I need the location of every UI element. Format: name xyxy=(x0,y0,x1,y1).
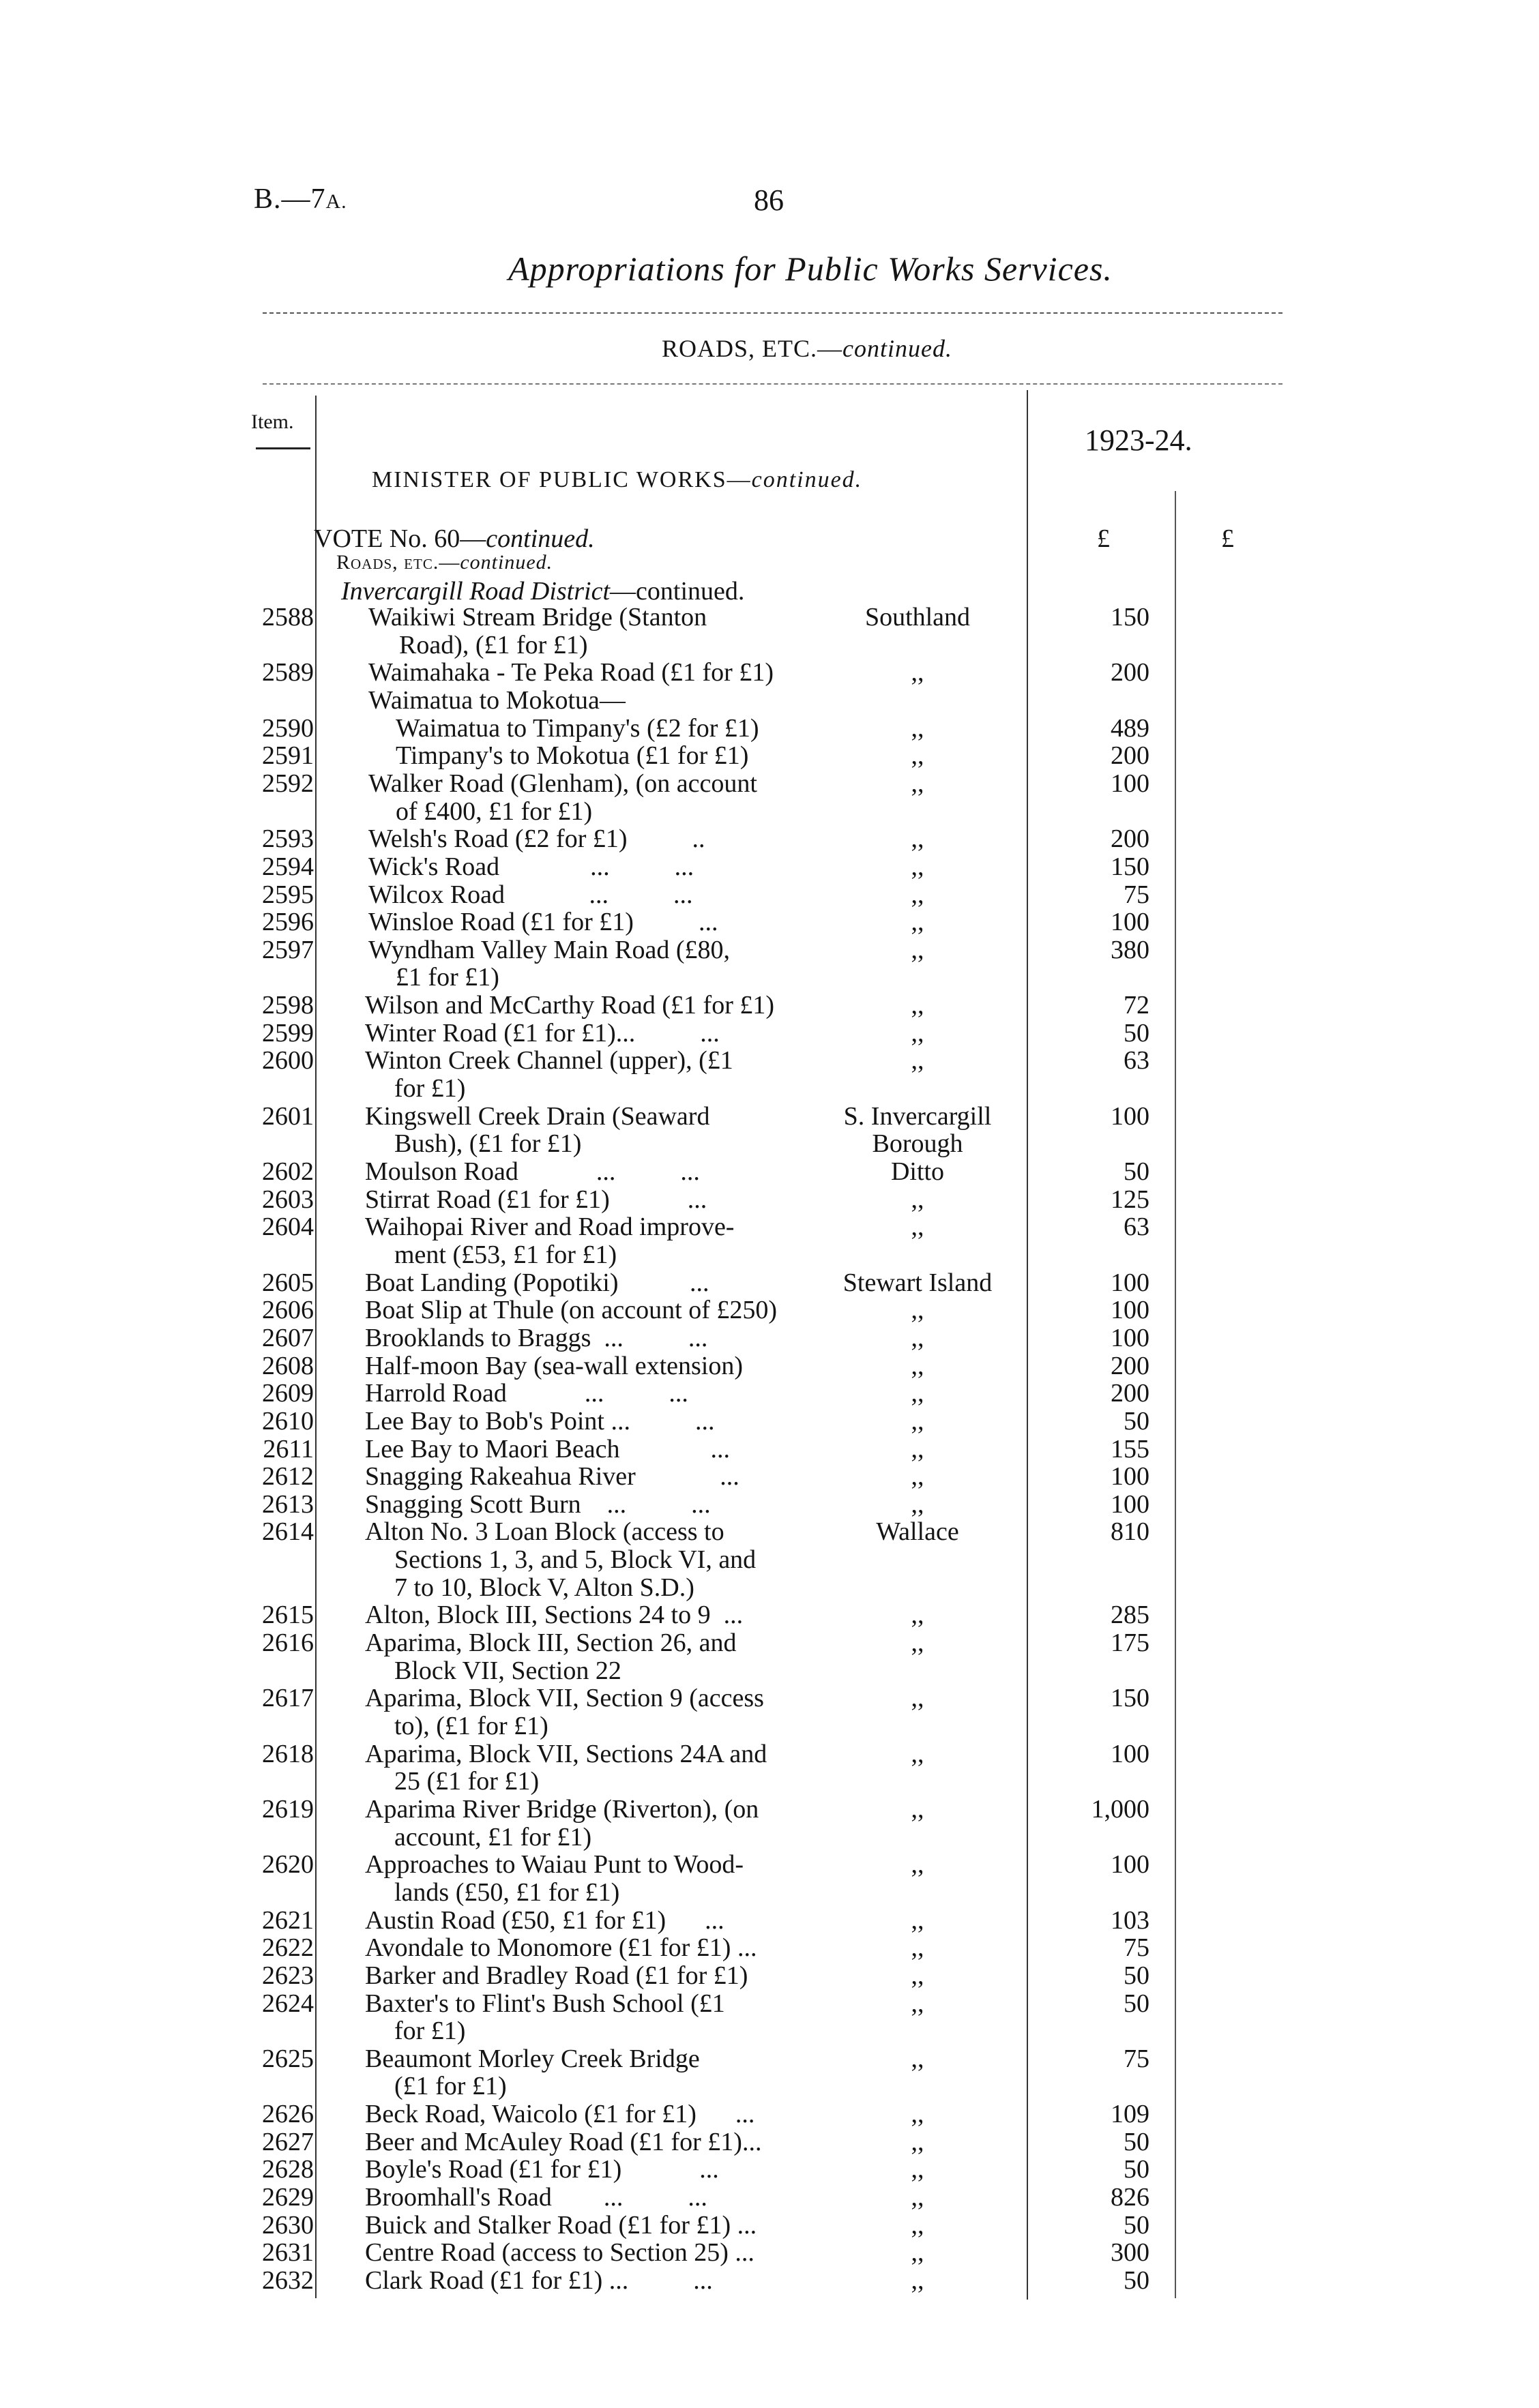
item-number: 2625 xyxy=(262,2044,314,2073)
item-description: Lee Bay to Bob's Point ... ... xyxy=(365,1406,715,1436)
item-description: Beaumont Morley Creek Bridge xyxy=(365,2044,700,2073)
table-row xyxy=(0,1990,1539,2017)
table-row xyxy=(0,1463,1539,1490)
amount-value: 380 xyxy=(1111,935,1149,964)
district-name: ,, xyxy=(911,935,924,964)
table-row xyxy=(0,1158,1539,1185)
item-number: 2617 xyxy=(262,1684,314,1713)
item-description: Bush), (£1 for £1) xyxy=(394,1129,582,1159)
amount-value: 175 xyxy=(1111,1629,1149,1658)
item-description: Stirrat Road (£1 for £1) ... xyxy=(365,1185,707,1214)
district-name: ,, xyxy=(911,880,924,909)
roads-subheading: Roads, etc.—continued. xyxy=(336,551,553,574)
item-description: Road), (£1 for £1) xyxy=(399,630,588,659)
item-number: 2598 xyxy=(262,991,314,1020)
title-rule xyxy=(263,312,1282,314)
item-number: 2630 xyxy=(262,2210,314,2240)
table-row xyxy=(0,2045,1539,2072)
district-name: ,, xyxy=(911,1434,924,1463)
item-description: Winter Road (£1 for £1)... ... xyxy=(365,1018,720,1047)
amount-value: 200 xyxy=(1111,1379,1149,1408)
table-row xyxy=(0,1768,1539,1795)
district-name: ,, xyxy=(911,1961,924,1990)
pound-symbol-column-1: £ xyxy=(1097,524,1110,553)
item-number: 2618 xyxy=(262,1739,314,1768)
item-description: for £1) xyxy=(394,2017,466,2046)
amount-value: 103 xyxy=(1111,1905,1149,1935)
item-description: to), (£1 for £1) xyxy=(394,1712,548,1740)
district-name: ,, xyxy=(911,658,924,687)
amount-value: 125 xyxy=(1111,1185,1149,1214)
item-description: Snagging Scott Burn ... ... xyxy=(365,1489,711,1519)
item-description: Avondale to Monomore (£1 for £1) ... xyxy=(365,1933,757,1963)
item-description: Waimatua to Mokotua— xyxy=(368,685,626,715)
amount-value: 200 xyxy=(1111,824,1149,854)
amount-value: 150 xyxy=(1111,852,1149,881)
district-name: ,, xyxy=(911,1185,924,1214)
document-reference-suffix: A. xyxy=(325,190,347,213)
amount-value: 200 xyxy=(1111,741,1149,771)
item-description: of £400, £1 for £1) xyxy=(396,797,593,826)
district-name: Borough xyxy=(872,1129,963,1159)
district-name: S. Invercargill xyxy=(843,1101,992,1131)
item-description: Boyle's Road (£1 for £1) ... xyxy=(365,2155,719,2184)
item-description: Boat Slip at Thule (on account of £250) xyxy=(365,1296,778,1325)
amount-value: 50 xyxy=(1124,1989,1149,2018)
vote-heading: VOTE No. 60—continued. xyxy=(314,524,595,553)
table-row xyxy=(0,825,1539,852)
amount-value: 100 xyxy=(1111,1296,1149,1325)
table-row xyxy=(0,1380,1539,1407)
page-title: Appropriations for Public Works Services. xyxy=(508,250,1113,288)
district-name: ,, xyxy=(911,1296,924,1325)
table-row xyxy=(0,1269,1539,1296)
section-title: ROADS, ETC.—continued. xyxy=(662,335,952,362)
amount-value: 50 xyxy=(1124,2155,1149,2184)
item-description: lands (£50, £1 for £1) xyxy=(394,1877,620,1907)
district-name: ,, xyxy=(911,1794,924,1824)
item-description: Centre Road (access to Section 25) ... xyxy=(365,2238,754,2268)
table-row xyxy=(0,798,1539,825)
item-description: Winton Creek Channel (upper), (£1 xyxy=(365,1046,733,1075)
item-description: Waimahaka - Te Peka Road (£1 for £1) xyxy=(368,658,774,687)
roads-continued: continued. xyxy=(460,551,553,574)
section-rule xyxy=(263,383,1282,385)
amount-value: 150 xyxy=(1111,1684,1149,1713)
item-description: for £1) xyxy=(394,1074,466,1103)
item-description: Block VII, Section 22 xyxy=(394,1656,621,1685)
item-number: 2623 xyxy=(262,1961,314,1990)
table-row xyxy=(0,1907,1539,1934)
district-name: ,, xyxy=(911,2044,924,2073)
district-name: ,, xyxy=(911,2183,924,2212)
district-name: ,, xyxy=(911,908,924,937)
district-name: ,, xyxy=(911,2266,924,2295)
item-description: account, £1 for £1) xyxy=(394,1822,592,1852)
item-number: 2605 xyxy=(262,1268,314,1297)
table-row xyxy=(0,1491,1539,1518)
table-row xyxy=(0,687,1539,714)
item-number: 2614 xyxy=(262,1517,314,1547)
amount-value: 150 xyxy=(1111,603,1149,631)
district-name: Southland xyxy=(864,603,971,631)
item-description: Aparima River Bridge (Riverton), (on xyxy=(365,1794,759,1824)
table-row xyxy=(0,1075,1539,1102)
minister-heading: MINISTER OF PUBLIC WORKS—continued. xyxy=(372,467,863,492)
item-description: Buick and Stalker Road (£1 for £1) ... xyxy=(365,2210,757,2240)
amount-value: 100 xyxy=(1111,1323,1149,1352)
amount-value: 826 xyxy=(1111,2183,1149,2212)
amount-value: 100 xyxy=(1111,769,1149,798)
table-row xyxy=(0,1241,1539,1268)
item-number: 2597 xyxy=(262,935,314,964)
district-name: ,, xyxy=(911,1351,924,1380)
district-name: ,, xyxy=(911,1601,924,1630)
district-name: ,, xyxy=(911,1046,924,1075)
item-number: 2632 xyxy=(262,2266,314,2295)
table-row xyxy=(0,1851,1539,1878)
item-description: 7 to 10, Block V, Alton S.D.) xyxy=(394,1573,694,1602)
item-description: Waikiwi Stream Bridge (Stanton xyxy=(368,603,707,631)
item-description: Brooklands to Braggs ... ... xyxy=(365,1323,708,1352)
table-row xyxy=(0,908,1539,936)
table-row xyxy=(0,715,1539,742)
table-row xyxy=(0,770,1539,797)
item-description: Beck Road, Waicolo (£1 for £1) ... xyxy=(365,2100,755,2129)
district-name: ,, xyxy=(911,991,924,1020)
table-row xyxy=(0,1574,1539,1601)
item-number: 2608 xyxy=(262,1351,314,1380)
item-description: Alton, Block III, Sections 24 to 9 ... xyxy=(365,1601,744,1630)
item-description: Wick's Road ... ... xyxy=(368,852,694,881)
document-reference: B.—7A. xyxy=(254,183,347,215)
item-number: 2615 xyxy=(262,1601,314,1630)
pound-symbol-column-2: £ xyxy=(1221,524,1234,553)
table-row xyxy=(0,1824,1539,1851)
amount-value: 200 xyxy=(1111,1351,1149,1380)
amount-value: 50 xyxy=(1124,1406,1149,1436)
item-description: Approaches to Waiau Punt to Wood- xyxy=(365,1850,744,1879)
item-number: 2589 xyxy=(262,658,314,687)
item-number: 2602 xyxy=(262,1157,314,1186)
amount-value: 63 xyxy=(1124,1213,1149,1242)
table-row xyxy=(0,2156,1539,2183)
district-name: ,, xyxy=(911,1462,924,1491)
item-description: (£1 for £1) xyxy=(394,2072,507,2101)
amount-value: 155 xyxy=(1111,1434,1149,1463)
amount-value: 1,000 xyxy=(1091,1794,1149,1824)
amount-value: 50 xyxy=(1124,2127,1149,2156)
amount-value: 810 xyxy=(1111,1517,1149,1547)
table-row xyxy=(0,1796,1539,1823)
item-number: 2626 xyxy=(262,2100,314,2129)
table-row xyxy=(0,1879,1539,1906)
district-name: ,, xyxy=(911,2100,924,2129)
item-number: 2596 xyxy=(262,908,314,937)
item-description: Austin Road (£50, £1 for £1) ... xyxy=(365,1905,724,1935)
table-row xyxy=(0,631,1539,659)
district-name: ,, xyxy=(911,2155,924,2184)
item-description: ment (£53, £1 for £1) xyxy=(394,1240,617,1269)
table-row xyxy=(0,1436,1539,1463)
item-description: 25 (£1 for £1) xyxy=(394,1767,540,1796)
table-row xyxy=(0,1213,1539,1240)
item-description: Aparima, Block III, Section 26, and xyxy=(365,1629,737,1658)
table-row xyxy=(0,1130,1539,1157)
district-name: ,, xyxy=(911,741,924,771)
amount-value: 50 xyxy=(1124,2266,1149,2295)
amount-value: 489 xyxy=(1111,713,1149,743)
item-number: 2592 xyxy=(262,769,314,798)
table-row xyxy=(0,2072,1539,2100)
district-name: ,, xyxy=(911,852,924,881)
page-number: 86 xyxy=(754,183,784,217)
table-row xyxy=(0,992,1539,1019)
item-number: 2595 xyxy=(262,880,314,909)
table-row xyxy=(0,2267,1539,2294)
item-description: Winsloe Road (£1 for £1) ... xyxy=(368,908,718,937)
district-subheading: Invercargill Road District—continued. xyxy=(341,577,745,606)
district-name: ,, xyxy=(911,769,924,798)
district-continued: —continued. xyxy=(610,577,745,606)
item-description: Boat Landing (Popotiki) ... xyxy=(365,1268,709,1297)
table-row xyxy=(0,2128,1539,2156)
amount-value: 100 xyxy=(1111,1268,1149,1297)
amount-value: 75 xyxy=(1124,2044,1149,2073)
item-number: 2604 xyxy=(262,1213,314,1242)
district-name: ,, xyxy=(911,1213,924,1242)
item-number: 2601 xyxy=(262,1101,314,1131)
district-name: ,, xyxy=(911,1850,924,1879)
item-number: 2609 xyxy=(262,1379,314,1408)
item-number: 2627 xyxy=(262,2127,314,2156)
district-name: Stewart Island xyxy=(842,1268,993,1297)
table-row xyxy=(0,1934,1539,1961)
amount-value: 100 xyxy=(1111,1462,1149,1491)
item-number: 2600 xyxy=(262,1046,314,1075)
amount-value: 100 xyxy=(1111,1489,1149,1519)
item-description: Half-moon Bay (sea-wall extension) xyxy=(365,1351,743,1380)
amount-value: 100 xyxy=(1111,1101,1149,1131)
district-name: ,, xyxy=(911,1629,924,1658)
item-column-header: Item. xyxy=(251,411,294,433)
item-number: 2591 xyxy=(262,741,314,771)
item-description: Clark Road (£1 for £1) ... ... xyxy=(365,2266,713,2295)
district-name: ,, xyxy=(911,2210,924,2240)
item-description: Harrold Road ... ... xyxy=(365,1379,688,1408)
table-row xyxy=(0,1020,1539,1047)
table-row xyxy=(0,604,1539,631)
table-row xyxy=(0,964,1539,991)
item-description: Wyndham Valley Main Road (£80, xyxy=(368,935,730,964)
district-name: ,, xyxy=(911,713,924,743)
table-row xyxy=(0,2212,1539,2239)
table-row xyxy=(0,1352,1539,1380)
district-name: ,, xyxy=(911,1018,924,1047)
amount-value: 100 xyxy=(1111,1850,1149,1879)
table-row xyxy=(0,1408,1539,1435)
district-name: ,, xyxy=(911,1323,924,1352)
item-number: 2606 xyxy=(262,1296,314,1325)
table-row xyxy=(0,1629,1539,1656)
item-description: Kingswell Creek Drain (Seaward xyxy=(365,1101,710,1131)
item-number: 2612 xyxy=(262,1462,314,1491)
item-number: 2590 xyxy=(262,713,314,743)
district-name: ,, xyxy=(911,1905,924,1935)
amount-value: 50 xyxy=(1124,2210,1149,2240)
table-row xyxy=(0,1684,1539,1712)
item-description: Aparima, Block VII, Section 9 (access xyxy=(365,1684,764,1713)
district-name: ,, xyxy=(911,824,924,854)
amount-value: 72 xyxy=(1124,991,1149,1020)
district-name: ,, xyxy=(911,1684,924,1713)
item-number: 2593 xyxy=(262,824,314,854)
item-description: Lee Bay to Maori Beach ... xyxy=(365,1434,731,1463)
item-number: 2622 xyxy=(262,1933,314,1963)
district-name: ,, xyxy=(911,1406,924,1436)
amount-value: 75 xyxy=(1124,880,1149,909)
item-description: Moulson Road ... ... xyxy=(365,1157,700,1186)
table-row xyxy=(0,659,1539,686)
amount-value: 285 xyxy=(1111,1601,1149,1630)
item-description: Sections 1, 3, and 5, Block VI, and xyxy=(394,1545,757,1575)
item-description: Welsh's Road (£2 for £1) .. xyxy=(368,824,705,854)
item-number: 2624 xyxy=(262,1989,314,2018)
item-number: 2613 xyxy=(262,1489,314,1519)
table-row xyxy=(0,1712,1539,1740)
item-description: Waihopai River and Road improve- xyxy=(365,1213,735,1242)
table-row xyxy=(0,2100,1539,2128)
item-number: 2588 xyxy=(262,603,314,631)
district-name: Wallace xyxy=(876,1517,959,1547)
district-name: ,, xyxy=(911,1489,924,1519)
item-number: 2629 xyxy=(262,2183,314,2212)
item-description: Wilson and McCarthy Road (£1 for £1) xyxy=(365,991,775,1020)
table-row xyxy=(0,881,1539,908)
item-number: 2621 xyxy=(262,1905,314,1935)
table-row xyxy=(0,1324,1539,1352)
item-number: 2607 xyxy=(262,1323,314,1352)
vote-continued: continued. xyxy=(486,524,595,553)
amount-value: 75 xyxy=(1124,1933,1149,1963)
minister-continued: continued. xyxy=(751,467,863,492)
table-row xyxy=(0,1601,1539,1629)
table-row xyxy=(0,1657,1539,1684)
amount-value: 109 xyxy=(1111,2100,1149,2129)
table-row xyxy=(0,853,1539,880)
item-number: 2603 xyxy=(262,1185,314,1214)
item-description: Baxter's to Flint's Bush School (£1 xyxy=(365,1989,725,2018)
table-row xyxy=(0,1546,1539,1573)
district-name: Ditto xyxy=(890,1157,945,1186)
item-number: 2620 xyxy=(262,1850,314,1879)
table-row xyxy=(0,1186,1539,1213)
table-row xyxy=(0,2184,1539,2211)
item-description: £1 for £1) xyxy=(396,963,499,992)
amount-value: 50 xyxy=(1124,1018,1149,1047)
table-row xyxy=(0,2239,1539,2266)
item-description: Beer and McAuley Road (£1 for £1)... xyxy=(365,2127,762,2156)
year-column-header: 1923-24. xyxy=(1085,423,1192,457)
amount-value: 50 xyxy=(1124,1157,1149,1186)
amount-value: 200 xyxy=(1111,658,1149,687)
district-name: ,, xyxy=(911,1739,924,1768)
district-name: ,, xyxy=(911,2238,924,2268)
district-name: ,, xyxy=(911,1379,924,1408)
table-row xyxy=(0,2017,1539,2045)
amount-value: 300 xyxy=(1111,2238,1149,2268)
table-row xyxy=(0,742,1539,769)
item-number: 2594 xyxy=(262,852,314,881)
table-row xyxy=(0,1962,1539,1989)
item-number: 2611 xyxy=(263,1434,314,1463)
item-number: 2599 xyxy=(262,1018,314,1047)
table-row xyxy=(0,1296,1539,1324)
amount-value: 50 xyxy=(1124,1961,1149,1990)
district-name: ,, xyxy=(911,1933,924,1963)
item-description: Walker Road (Glenham), (on account xyxy=(368,769,757,798)
item-description: Snagging Rakeahua River ... xyxy=(365,1462,739,1491)
item-number: 2628 xyxy=(262,2155,314,2184)
table-row xyxy=(0,936,1539,964)
district-name: ,, xyxy=(911,1989,924,2018)
table-row xyxy=(0,1518,1539,1545)
item-number: 2616 xyxy=(262,1629,314,1658)
item-description: Alton No. 3 Loan Block (access to xyxy=(365,1517,724,1547)
item-description: Wilcox Road ... ... xyxy=(368,880,693,909)
item-description: Waimatua to Timpany's (£2 for £1) xyxy=(396,713,759,743)
table-row xyxy=(0,1740,1539,1768)
item-description: Aparima, Block VII, Sections 24A and xyxy=(365,1739,767,1768)
item-number: 2619 xyxy=(262,1794,314,1824)
item-description: Broomhall's Road ... ... xyxy=(365,2183,707,2212)
item-header-rule xyxy=(256,447,310,449)
district-name: ,, xyxy=(911,2127,924,2156)
item-description: Timpany's to Mokotua (£1 for £1) xyxy=(396,741,749,771)
amount-value: 63 xyxy=(1124,1046,1149,1075)
table-row xyxy=(0,1047,1539,1074)
amount-value: 100 xyxy=(1111,1739,1149,1768)
section-continued: continued. xyxy=(842,335,952,362)
amount-value: 100 xyxy=(1111,908,1149,937)
table-row xyxy=(0,1103,1539,1130)
item-number: 2631 xyxy=(262,2238,314,2268)
item-description: Barker and Bradley Road (£1 for £1) xyxy=(365,1961,748,1990)
item-number: 2610 xyxy=(262,1406,314,1436)
